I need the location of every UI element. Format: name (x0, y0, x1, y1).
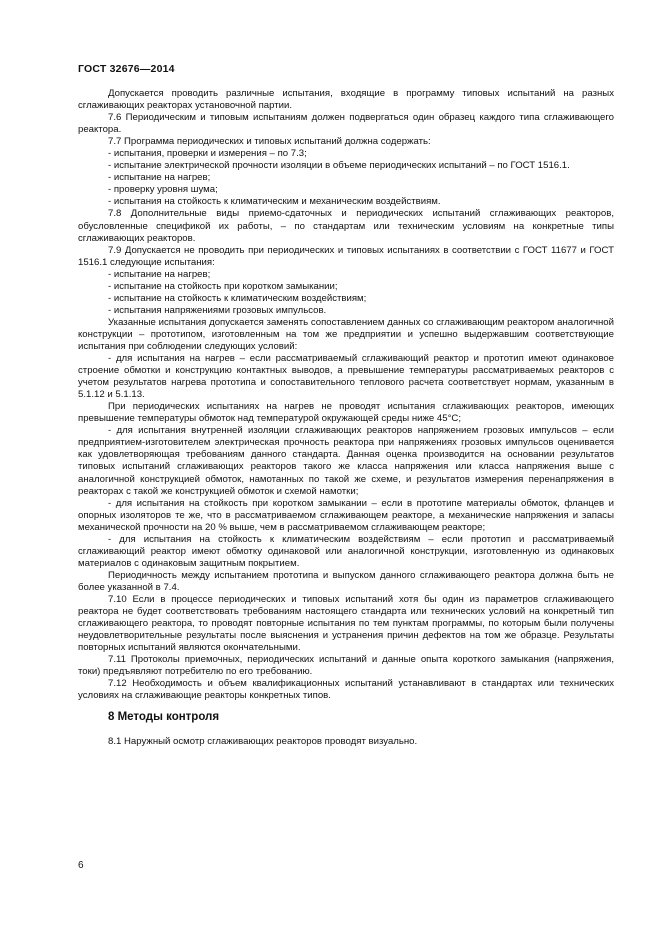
list-item: - проверку уровня шума; (108, 184, 218, 196)
paragraph: Указанные испытания допускается заменять сопоставлением данных со сглаживающим реактором аналогичной конструкции – прототипом, изготовленным на том же предприятии и успешно выдержавшим соответствующие испытания при соблюдении следующих условий: (78, 316, 614, 352)
paragraph-7-8: 7.8 Дополнительные виды приемо-сдаточных и периодических испытаний сглаживающих реакторов, обусловленные спецификой их работы, – по стандартам или техническим условиям на конкретные типы сглаживающих реакторов. (78, 208, 614, 244)
list-item: - испытания, проверки и измерения – по 7.3; (108, 148, 307, 160)
list-item: - испытание электрической прочности изоляции в объеме периодических испытаний – по ГОСТ 1516.1. (108, 160, 570, 172)
list-item: - испытания на стойкость к климатическим и механическим воздействиям. (108, 196, 441, 208)
paragraph-7-10: 7.10 Если в процессе периодических и типовых испытаний хотя бы один из параметров сглаживающего реактора не будет соответствовать требованиям настоящего стандарта или технических условий на конкретный тип сглаживающего реактора, то проводят повторные испытания по тем пунктам программы, по которым были получены неудовлетворительные результаты после выяснения и устранения причин дефектов на том же образце. Результаты повторных испытаний являются окончательными. (78, 593, 614, 654)
list-item: - испытание на нагрев; (108, 172, 211, 184)
paragraph: Допускается проводить различные испытания, входящие в программу типовых испытаний на разных сглаживающих реакторах установочной партии. (78, 88, 614, 112)
paragraph: Периодичность между испытанием прототипа и выпуском данного сглаживающего реактора должна быть не более указанной в 7.4. (78, 569, 614, 593)
paragraph: При периодических испытаниях на нагрев не проводят испытания сглаживающих реакторов, имеющих превышение температуры обмоток над температурой окружающей среды ниже 45°С; (78, 401, 614, 425)
paragraph-7-9: 7.9 Допускается не проводить при периодических и типовых испытаниях в соответствии с ГОСТ 11677 и ГОСТ 1516.1 следующие испытания: (78, 244, 614, 268)
document-body (78, 88, 614, 748)
list-item: - для испытания на нагрев – если рассматриваемый сглаживающий реактор и прототип имеют одинаковое строение обмотки и конструкцию контактных выводов, а превышение температуры рассматриваемых реакторов с учетом результатов нагрева прототипа и сопоставительного теплового расчета соответствует нормам, указанным в 5.1.12 и 5.1.13. (78, 353, 614, 401)
list-item: - испытание на нагрев; (108, 268, 211, 280)
paragraph-7-6: 7.6 Периодическим и типовым испытаниям должен подвергаться один образец каждого типа сглаживающего реактора. (78, 112, 614, 136)
list-item: - для испытания на стойкость к климатическим воздействиям – если прототип и рассматриваемый сглаживающий реактор имеют обмотку одинаковой или аналогичной конструкции, изготовленную из одинаковых материалов с одинаковым защитным покрытием. (78, 533, 614, 569)
list-item: - испытание на стойкость при коротком замыкании; (108, 280, 338, 292)
list-item: - испытания напряжениями грозовых импульсов. (108, 304, 327, 316)
list-item: - для испытания внутренней изоляции сглаживающих реакторов напряжением грозовых импульсов – если предприятием-изготовителем электрическая прочность реактора при напряжениях грозовых импульсов оценивается как удовлетворяющая требованиям данного стандарта. Данная оценка производится на основании результатов типовых испытаний сглаживающих реакторов такого же класса напряжения или класса напряжения выше с аналогичной конструкцией обмоток, намотанных по такой же схеме, и результатов измерения перенапряжения в реакторах с такой же конструкцией обмоток и схемой намотки; (78, 425, 614, 497)
paragraph-7-7: 7.7 Программа периодических и типовых испытаний должна содержать: (108, 136, 431, 148)
paragraph-7-12: 7.12 Необходимость и объем квалификационных испытаний устанавливают в стандартах или технических условиях на сглаживающие реакторы конкретных типов. (78, 678, 614, 702)
section-heading: 8 Методы контроля (108, 711, 220, 724)
paragraph-7-11: 7.11 Протоколы приемочных, периодических испытаний и данные опыта короткого замыкания (напряжения, токи) предъявляют потребителю по его требованию. (78, 654, 614, 678)
list-item: - для испытания на стойкость при коротком замыкании – если в прототипе материалы обмоток, фланцев и опорных изоляторов те же, что в рассматриваемом сглаживающем реакторе, а механические напряжения и запасы механической прочности на 20 % выше, чем в рассматриваемом сглаживающем реакторе; (78, 497, 614, 533)
page-number: 6 (78, 860, 84, 871)
list-item: - испытание на стойкость к климатическим воздействиям; (108, 292, 367, 304)
paragraph-8-1: 8.1 Наружный осмотр сглаживающих реакторов проводят визуально. (108, 736, 418, 748)
document-header: ГОСТ 32676—2014 (78, 63, 175, 75)
